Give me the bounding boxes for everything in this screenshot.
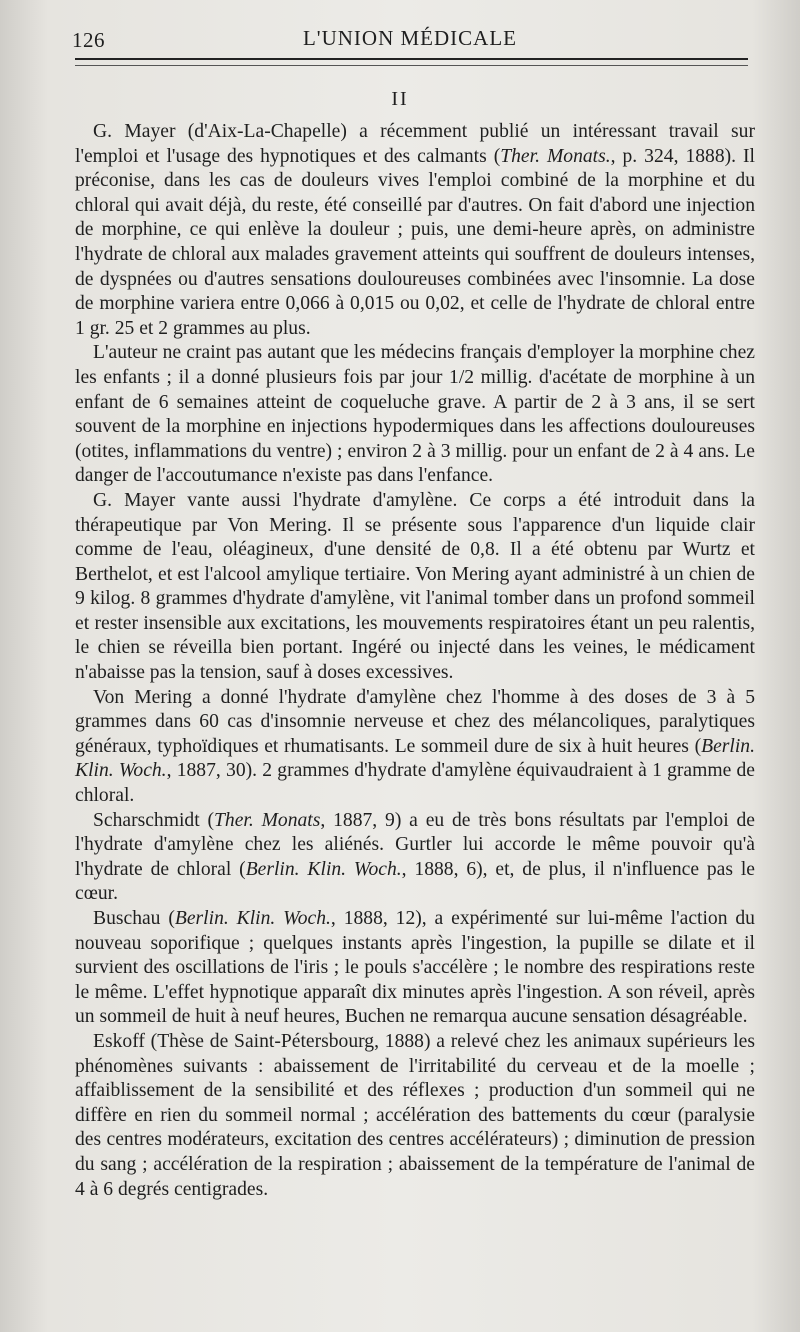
paragraph	[75, 686, 755, 809]
paragraph	[75, 1030, 755, 1202]
paragraph-text: L'auteur ne craint pas autant que les médecins français d'employer la morphine chez les enfants ; il a donné plusieurs fois par jour 1/2 millig. d'acétate de morphine à un enfant de 6 semaines atteint de coqueluche grave. A partir de 2 à 3 ans, il se sert souvent de la morphine en injections hypodermiques dans les affections douloureuses (otites, inflammations du ventre) ; environ 2 à 3 millig. pour un enfant de 2 à 4 ans. Le danger de l'accoutumance n'existe pas dans l'enfance.	[75, 342, 755, 487]
paragraph-text: G. Mayer (d'Aix-La-Chapelle) a récemment publié un intéressant travail sur l'emploi et l'usage des hypnotiques et des calmants (	[75, 121, 755, 167]
header-rule-secondary	[75, 65, 748, 66]
section-marker: II	[391, 88, 409, 110]
citation-text: Berlin. Klin. Woch.	[174, 908, 331, 929]
citation-text: Ther. Monats.	[500, 145, 611, 167]
page-header	[70, 20, 750, 60]
paragraph-text: , 1888, 12), a expérimenté sur lui-même l'action du nouveau soporifique ; quelques instants après l'ingestion, la pupille se dilate et il survient des oscillations de l'iris ; le pouls s'accélère ; le nombre des respirations reste le même. L'effet hypnotique apparaît dix minutes après l'ingestion. A son réveil, après un sommeil de huit à neuf heures, Buchen ne remarqua aucune sensation désagréable.	[75, 908, 755, 1028]
paragraph-text: G. Mayer vante aussi l'hydrate d'amylène. Ce corps a été introduit dans la thérapeutique par Von Mering. Il se présente sous l'apparence d'un liquide clair comme de l'eau, oléagineux, d'une densité de 0,8. Il a été obtenu par Wurtz et Berthelot, et est l'alcool amylique tertiaire. Von Mering ayant administré à un chien de 9 kilog. 8 grammes d'hydrate d'amylène, vit l'animal tomber dans un profond sommeil et rester insensible aux excitations, les mouvements respiratoires étant un peu ralentis, le chien se réveilla bien portant. Ingéré ou injecté dans les veines, le médicament n'abaisse pas la tension, sauf à doses excessives.	[75, 489, 755, 684]
paragraph	[75, 489, 755, 686]
journal-title: L'UNION MÉDICALE	[302, 26, 517, 50]
page-number: 126	[72, 28, 105, 52]
citation-text: Ther. Monats	[214, 809, 321, 831]
paragraph	[75, 341, 755, 489]
paragraph-text: , p. 324, 1888). Il préconise, dans les cas de douleurs vives l'emploi combiné de la morphine et du chloral qui avait déjà, du reste, été conseillé par d'autres. On fait d'abord une injection de morphine, ce qui enlève la douleur ; puis, une demi-heure après, on administre l'hydrate de chloral aux malades gravement atteints qui souffrent de douleurs intenses, de dyspnées ou d'autres sensations douloureuses combinées avec l'insomnie. La dose de morphine variera entre 0,066 à 0,015 ou 0,02, et celle de l'hydrate de chloral entre 1 gr. 25 et 2 grammes au plus.	[75, 145, 755, 339]
paragraph	[75, 907, 755, 1030]
paragraph-text: Scharschmidt (	[93, 809, 215, 831]
article-body	[75, 120, 755, 1202]
paragraph-text: , 1887, 30). 2 grammes d'hydrate d'amylène équivaudraient à 1 gramme de chloral.	[75, 760, 756, 807]
paragraph-text: Eskoff (Thèse de Saint-Pétersbourg, 1888) a relevé chez les animaux supérieurs les phénomènes suivants : abaissement de l'irritabilité du cerveau et de la moelle ; affaiblissement de la sensibilité et des réflexes ; production d'un sommeil qui ne diffère en rien du sommeil normal ; accélération des battements du cœur (paralysie des centres modérateurs, excitation des centres accélérateurs) ; diminution de pression du sang ; accélération de la respiration ; abaissement de la température de l'animal de 4 à 6 degrés centigrades.	[75, 1030, 755, 1200]
paragraph-text: Von Mering a donné l'hydrate d'amylène chez l'homme à des doses de 3 à 5 grammes dans 60 cas d'insomnie nerveuse et chez des mélancoliques, paralytiques généraux, typhoïdiques et rhumatisants. Le sommeil dure de six à huit heures (	[75, 686, 755, 757]
citation-text: Berlin. Klin. Woch.	[75, 735, 755, 782]
header-rule	[75, 58, 748, 60]
paragraph-text: Buschau (	[93, 908, 175, 929]
paragraph	[75, 120, 755, 341]
citation-text: Berlin. Klin. Woch.	[245, 858, 402, 880]
paragraph-text: , 1888, 6), et, de plus, il n'influence pas le cœur.	[75, 858, 755, 905]
paragraph	[75, 809, 755, 907]
paragraph-text: , 1887, 9) a eu de très bons résultats par l'emploi de l'hydrate d'amylène chez les aliénés. Gurtler lui accorde le même pouvoir qu'à l'hydrate de chloral (	[75, 809, 755, 880]
